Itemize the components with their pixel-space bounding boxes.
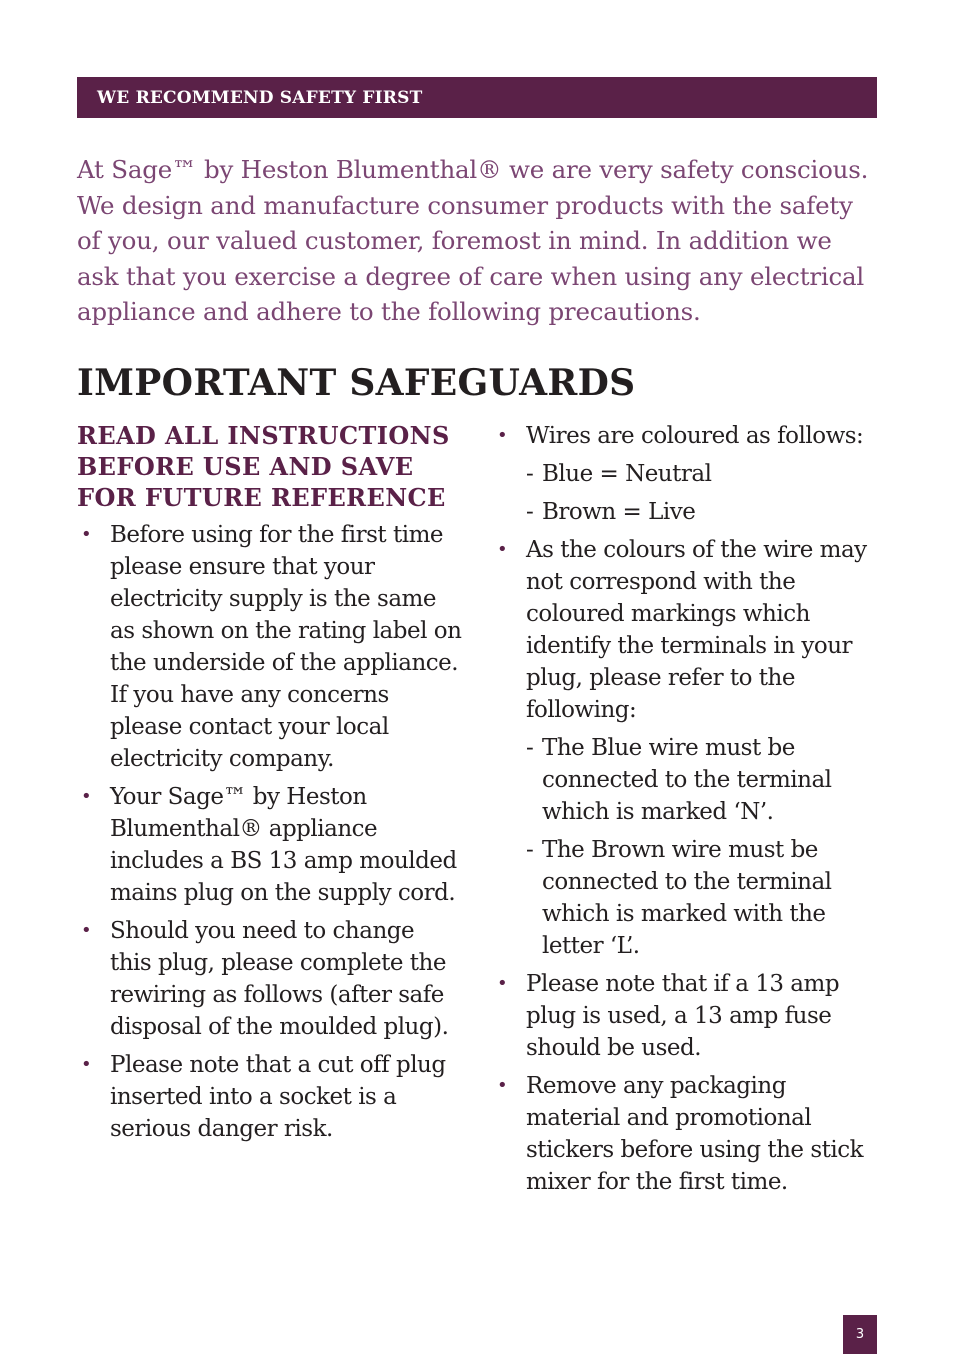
list-item-text: Wires are coloured as follows: <box>526 423 864 449</box>
list-item-text: Please note that a cut off plug inserted into a socket is a serious danger risk. <box>110 1052 446 1142</box>
sublist-item-text: Brown = Live <box>542 499 696 525</box>
bullet-icon: • <box>497 425 508 446</box>
list-item <box>77 519 462 775</box>
sublist-item-text: The Brown wire must be connected to the terminal which is marked with the letter ‘L’. <box>542 837 832 959</box>
instructions-subheading: READ ALL INSTRUCTIONS BEFORE USE AND SAVE FOR FUTURE REFERENCE <box>77 421 450 512</box>
bullet-icon: • <box>81 1054 92 1075</box>
page-title: IMPORTANT SAFEGUARDS <box>77 362 636 404</box>
sublist-item <box>526 458 883 490</box>
dash-icon: - <box>526 499 534 525</box>
list-item-text: Remove any packaging material and promotional stickers before using the stick mixer for the first time. <box>526 1073 864 1195</box>
intro-paragraph: At Sage™ by Heston Blumenthal® we are very safety conscious. We design and manufacture consumer products with the safety of you, our valued customer, foremost in mind. In addition we ask that you exercise a degree of care when using any electrical appliance and adhere to the following precautions. <box>77 155 869 326</box>
sublist-item <box>526 732 883 828</box>
dash-icon: - <box>526 735 534 761</box>
sublist-item-text: The Blue wire must be connected to the terminal which is marked ‘N’. <box>542 735 832 825</box>
dash-icon: - <box>526 837 534 863</box>
list-item <box>77 1049 462 1145</box>
list-item <box>493 1070 883 1198</box>
bullet-icon: • <box>81 786 92 807</box>
sublist-item <box>526 496 883 528</box>
list-item-text: Should you need to change this plug, please complete the rewiring as follows (after safe disposal of the moulded plug). <box>110 918 449 1040</box>
list-item-text: Before using for the first time please ensure that your electricity supply is the same as shown on the rating label on the underside of the appliance. If you have any concerns please contact your local electricity company. <box>110 522 462 772</box>
terminal-sublist <box>526 732 883 962</box>
sublist-item <box>526 834 883 962</box>
list-item <box>77 915 462 1043</box>
list-item <box>493 420 883 528</box>
page-number-badge <box>843 1315 877 1354</box>
wire-colour-sublist <box>526 458 883 528</box>
list-item <box>493 968 883 1064</box>
dash-icon: - <box>526 461 534 487</box>
sublist-item-text: Blue = Neutral <box>542 461 712 487</box>
page-number: 3 <box>855 1327 865 1342</box>
right-column <box>493 420 883 1204</box>
left-column <box>77 420 462 1151</box>
bullet-icon: • <box>81 920 92 941</box>
bullet-icon: • <box>497 539 508 560</box>
bullet-icon: • <box>81 524 92 545</box>
right-bullet-list <box>493 420 883 1198</box>
list-item <box>493 534 883 962</box>
bullet-icon: • <box>497 1075 508 1096</box>
banner-title: WE RECOMMEND SAFETY FIRST <box>97 87 423 108</box>
list-item-text: Please note that if a 13 amp plug is used, a 13 amp fuse should be used. <box>526 971 840 1061</box>
bullet-icon: • <box>497 973 508 994</box>
list-item <box>77 781 462 909</box>
left-bullet-list <box>77 519 462 1145</box>
section-banner <box>77 77 877 118</box>
list-item-text: As the colours of the wire may not correspond with the coloured markings which identify the terminals in your plug, please refer to the following: <box>526 537 867 723</box>
list-item-text: Your Sage™ by Heston Blumenthal® appliance includes a BS 13 amp moulded mains plug on the supply cord. <box>110 784 457 906</box>
